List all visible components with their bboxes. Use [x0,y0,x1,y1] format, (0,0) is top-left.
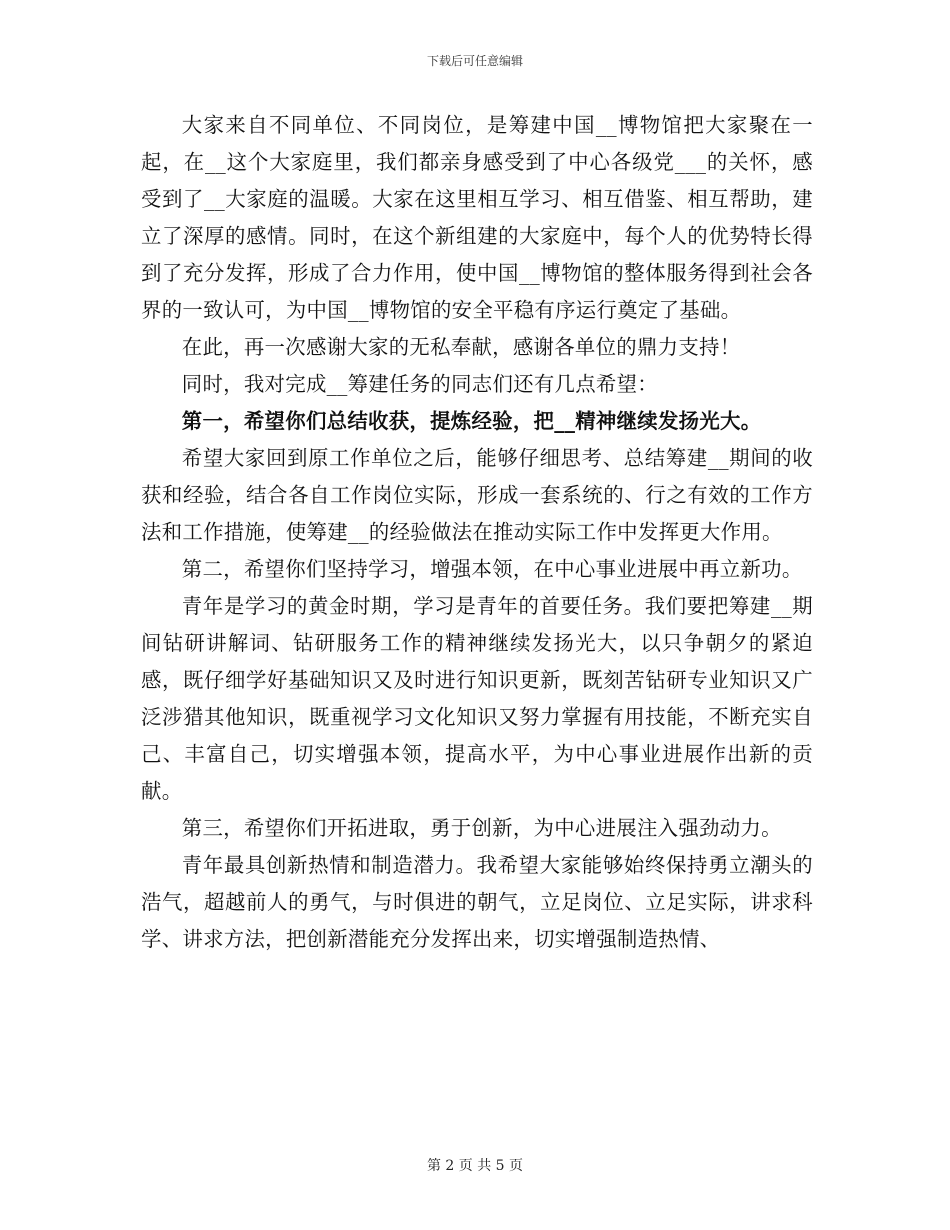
heading-third-hope: 第三，希望你们开拓进取，勇于创新，为中心进展注入强劲动力。 [181,816,782,840]
paragraph-hopes-intro: 同时，我对完成__筹建任务的同志们还有几点希望： [181,372,658,396]
paragraph-third-hope: 青年最具创新热情和制造潜力。我希望大家能够始终保持勇立潮头的浩气，超越前人的勇气，与时俱进的朝气，立足岗位、立足实际，讲求科学、讲求方法，把创新潜能充分发挥出来，切实增强制造热情、 [141,853,813,951]
heading-second-hope: 第二，希望你们坚持学习，增强本领，在中心事业进展中再立新功。 [181,557,803,581]
document-body [141,107,813,958]
paragraph-first-hope: 希望大家回到原工作单位之后，能够仔细思考、总结筹建__期间的收获和经验，结合各自工作岗位实际，形成一套系统的、行之有效的工作方法和工作措施，使筹建__的经验做法在推动实际工作中发挥更大作用。 [141,446,813,544]
page-header: 下载后可任意编辑 [426,54,523,68]
paragraph-thanks: 在此，再一次感谢大家的无私奉献，感谢各单位的鼎力支持！ [181,335,741,359]
heading-first-hope: 第一，希望你们总结收获，提炼经验，把__精神继续发扬光大。 [181,409,762,433]
paragraph-second-hope: 青年是学习的黄金时期，学习是青年的首要任务。我们要把筹建__期间钻研讲解词、钻研服务工作的精神继续发扬光大，以只争朝夕的紧迫感，既仔细学好基础知识又及时进行知识更新，既刻苦钻研专业知识又广泛涉猎其他知识，既重视学习文化知识又努力掌握有用技能，不断充实自己、丰富自己，切实增强本领，提高水平，为中心事业进展作出新的贡献。 [141,594,813,803]
page-number-footer: 第 2 页 共 5 页 [426,1158,524,1174]
paragraph-gathering: 大家来自不同单位、不同岗位，是筹建中国__博物馆把大家聚在一起，在__这个大家庭里，我们都亲身感受到了中心各级党___的关怀，感受到了__大家庭的温暖。大家在这里相互学习、相互借鉴、相互帮助，建立了深厚的感情。同时，在这个新组建的大家庭中，每个人的优势特长得到了充分发挥，形成了合力作用，使中国__博物馆的整体服务得到社会各界的一致认可，为中国__博物馆的安全平稳有序运行奠定了基础。 [141,113,813,322]
